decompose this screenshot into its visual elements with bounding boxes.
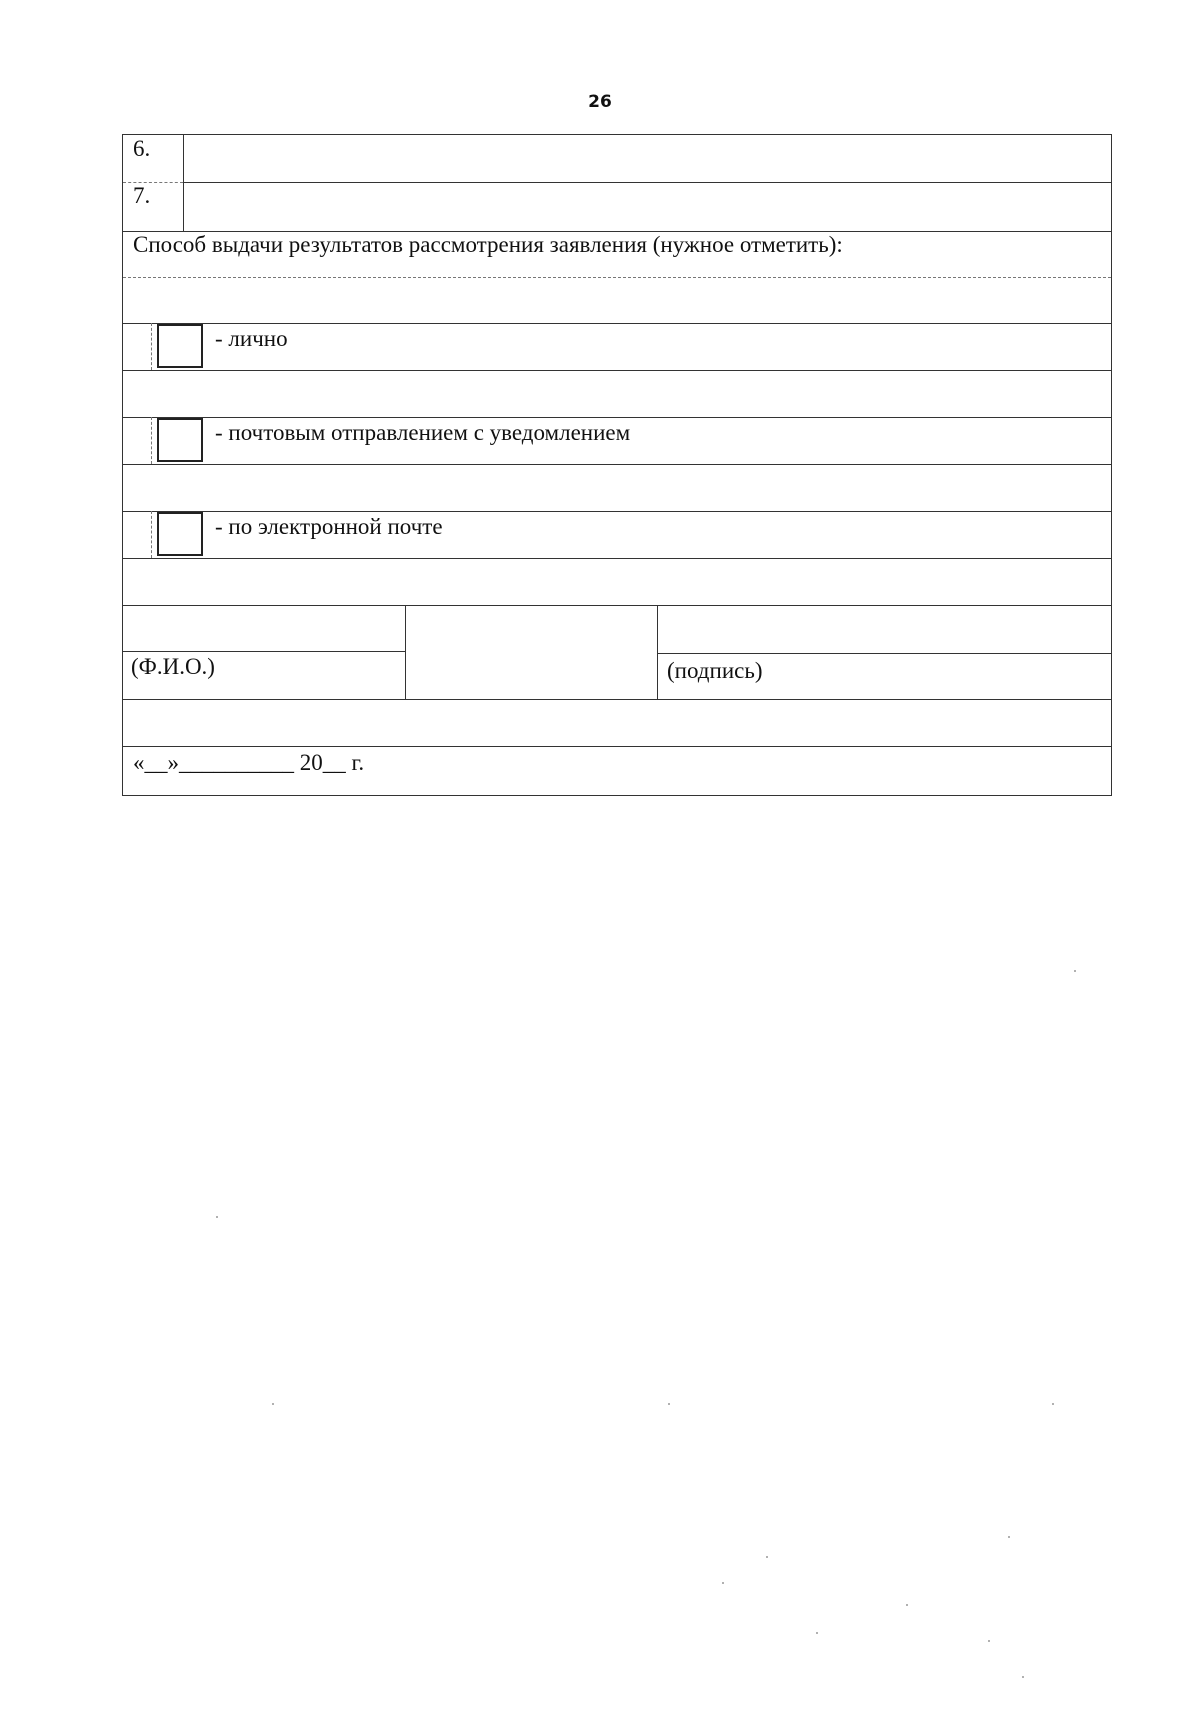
scan-speck bbox=[988, 1640, 990, 1642]
signature-underline bbox=[123, 651, 405, 652]
option-in-person-checkbox[interactable] bbox=[157, 324, 203, 368]
row-divider bbox=[123, 370, 1111, 371]
option-in-person-label: - лично bbox=[215, 326, 288, 351]
row-6-field[interactable] bbox=[185, 135, 1111, 182]
scan-speck bbox=[766, 1556, 768, 1558]
signature-underline bbox=[657, 653, 1111, 654]
scan-speck bbox=[906, 1604, 908, 1606]
delivery-method-title: Способ выдачи результатов рассмотрения заявления (нужное отметить): bbox=[133, 232, 843, 257]
scan-speck bbox=[1074, 970, 1076, 972]
row-divider bbox=[123, 558, 1111, 559]
row-divider bbox=[123, 417, 1111, 418]
checkbox-column-divider bbox=[151, 323, 152, 370]
signature-field[interactable] bbox=[659, 607, 1111, 651]
row-divider bbox=[183, 182, 1111, 183]
row-divider bbox=[123, 605, 1111, 606]
scan-speck bbox=[722, 1582, 724, 1584]
signature-column-divider bbox=[405, 605, 406, 699]
row-7-field[interactable] bbox=[185, 184, 1111, 231]
row-divider bbox=[123, 323, 1111, 324]
row-number-divider bbox=[183, 135, 184, 231]
application-form-table bbox=[122, 134, 1112, 796]
row-divider bbox=[123, 511, 1111, 512]
page-number: 26 bbox=[588, 92, 612, 112]
signature-column-divider bbox=[657, 605, 658, 699]
row-divider bbox=[123, 464, 1111, 465]
scan-speck bbox=[1008, 1536, 1010, 1538]
row-divider-dashed bbox=[123, 182, 183, 183]
row-7-number: 7. bbox=[133, 183, 151, 208]
signature-label: (подпись) bbox=[667, 658, 763, 683]
fio-field[interactable] bbox=[123, 607, 405, 651]
checkbox-column-divider bbox=[151, 417, 152, 464]
scan-speck bbox=[272, 1403, 274, 1405]
row-divider bbox=[123, 746, 1111, 747]
option-email-checkbox[interactable] bbox=[157, 512, 203, 556]
option-mail-checkbox[interactable] bbox=[157, 418, 203, 462]
option-mail-label: - почтовым отправлением с уведомлением bbox=[215, 420, 631, 445]
scan-speck bbox=[668, 1403, 670, 1405]
scan-speck bbox=[216, 1216, 218, 1218]
scan-speck bbox=[816, 1632, 818, 1634]
row-6-number: 6. bbox=[133, 136, 151, 161]
row-divider bbox=[123, 699, 1111, 700]
row-divider-dashed bbox=[123, 277, 1111, 278]
scan-speck bbox=[1052, 1403, 1054, 1405]
scan-speck bbox=[1022, 1676, 1024, 1678]
date-line[interactable]: «__»__________ 20__ г. bbox=[133, 750, 365, 775]
option-email-label: - по электронной почте bbox=[215, 514, 443, 539]
fio-label: (Ф.И.О.) bbox=[131, 654, 215, 679]
checkbox-column-divider bbox=[151, 511, 152, 558]
